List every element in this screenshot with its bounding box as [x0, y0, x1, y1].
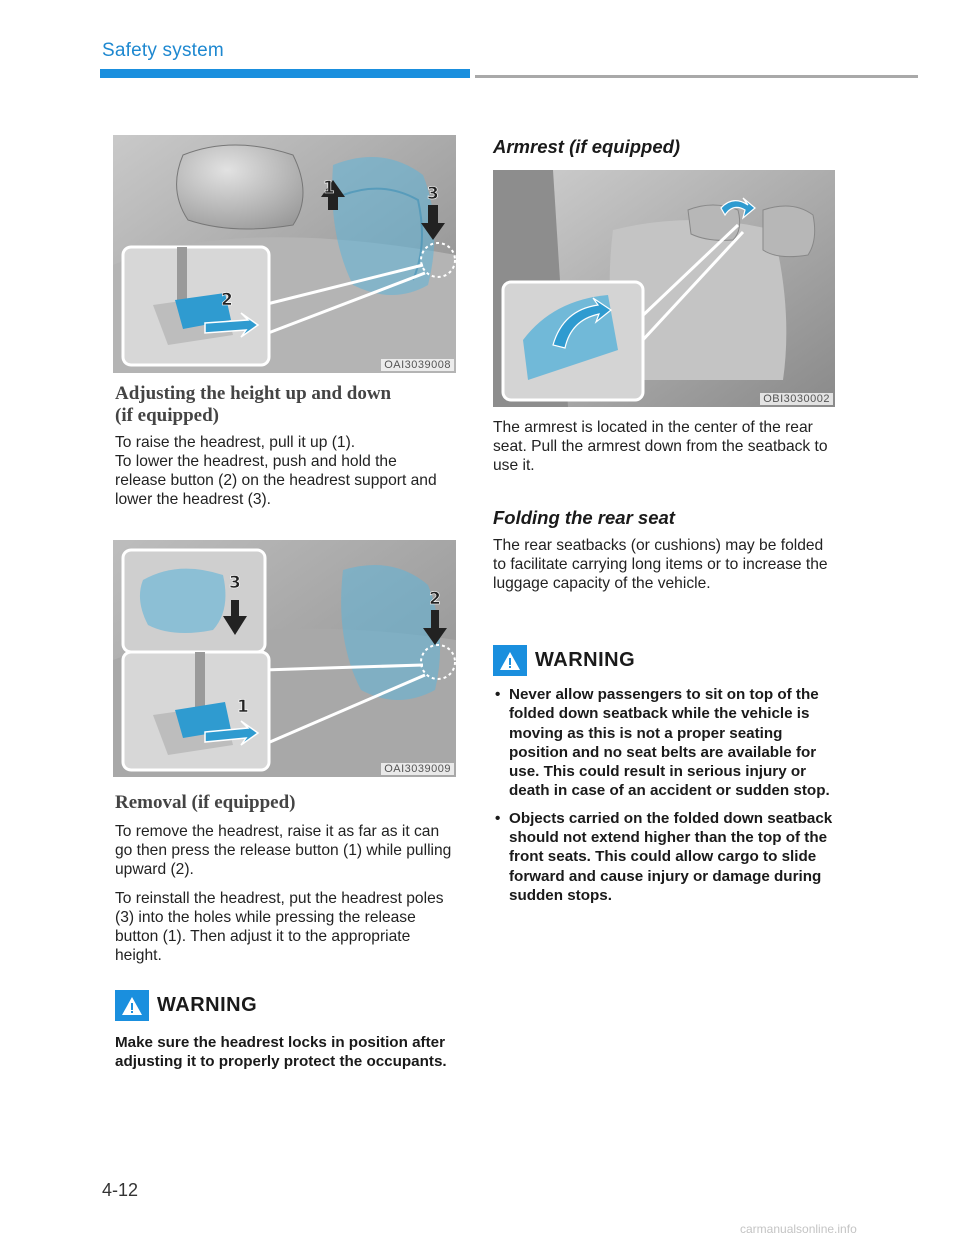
figure-headrest-adjust — [113, 135, 456, 373]
removal-para-1: To remove the headrest, raise it as far as it can go then press the release button (1) while pulling upward (2). — [115, 823, 452, 878]
callout-1: 1 — [237, 697, 249, 717]
warning-item: • Objects carried on the folded down seatback should not extend higher than the top of the front seats. This could allow cargo to slide forward and cause injury or damage during sudden stops. — [493, 809, 833, 905]
heading-armrest: Armrest (if equipped) — [493, 136, 681, 157]
warning-triangle-icon — [493, 645, 527, 676]
figure-headrest-removal — [113, 540, 456, 777]
heading-folding: Folding the rear seat — [493, 507, 675, 528]
figure-armrest — [493, 170, 835, 407]
figure-code: OAI3039009 — [381, 763, 454, 775]
warning-item: • Never allow passengers to sit on top of the folded down seatback while the vehicle is moving as this is not a proper seating position and no seat belts are available for use. This could result in serious injury or death in case of an accident or sudden stop. — [493, 685, 833, 801]
callout-2: 2 — [429, 589, 441, 609]
warning-header-right — [493, 645, 635, 676]
callout-1: 1 — [323, 178, 335, 198]
folding-para: The rear seatbacks (or cushions) may be folded to facilitate carrying long items or to increase the luggage capacity of the vehicle. — [493, 537, 828, 592]
warning-header-left — [115, 990, 257, 1021]
heading-adjust-line2: (if equipped) — [115, 405, 219, 426]
warning-list-right — [493, 685, 833, 913]
heading-adjust-line1: Adjusting the height up and down — [115, 383, 392, 404]
header-rule-gray — [475, 75, 918, 78]
figure-code: OAI3039008 — [381, 359, 454, 371]
removal-para-2: To reinstall the headrest, put the headrest poles (3) into the holes while pressing the release button (1). Then adjust it to the appropriate height. — [115, 890, 444, 964]
callout-2: 2 — [221, 290, 233, 310]
heading-removal: Removal (if equipped) — [115, 792, 296, 813]
armrest-para: The armrest is located in the center of the rear seat. Pull the armrest down from the seatback to use it. — [493, 419, 828, 474]
warning-label: WARNING — [535, 649, 636, 671]
figure-armrest-illustration — [493, 170, 835, 407]
header-rule-blue — [100, 69, 470, 78]
warning-triangle-icon — [115, 990, 149, 1021]
warning-label: WARNING — [157, 994, 258, 1016]
callout-3: 3 — [427, 184, 439, 204]
figure-headrest-adjust-illustration — [113, 135, 456, 373]
adjust-para-1: To raise the headrest, pull it up (1). — [115, 434, 356, 451]
section-title: Safety system — [102, 40, 224, 61]
figure-code: OBI3030002 — [760, 393, 833, 405]
adjust-para-2: To lower the headrest, push and hold the release button (2) on the headrest support and lower the headrest (3). — [115, 453, 437, 508]
page-number: 4-12 — [102, 1180, 139, 1200]
watermark: carmanualsonline.info — [740, 1222, 857, 1236]
figure-headrest-removal-illustration — [113, 540, 456, 777]
callout-3: 3 — [229, 573, 241, 593]
warning-text-left: Make sure the headrest locks in position after adjusting it to properly protect the occupants. — [115, 1034, 447, 1071]
heading-adjust — [115, 383, 391, 427]
